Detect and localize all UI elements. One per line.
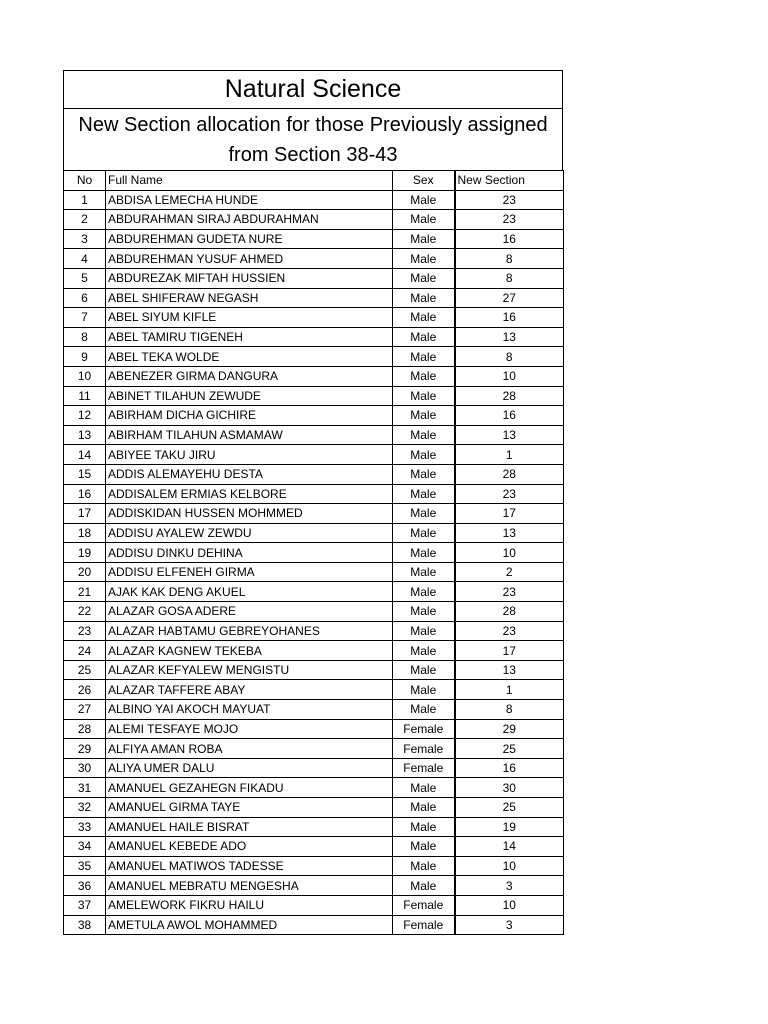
row-full-name: ALAZAR KEFYALEW MENGISTU	[106, 660, 393, 680]
row-number: 28	[64, 719, 106, 739]
row-full-name: AMANUEL KEBEDE ADO	[106, 837, 393, 857]
row-sex: Male	[393, 543, 455, 563]
row-sex: Male	[393, 484, 455, 504]
row-new-section: 17	[455, 504, 564, 524]
table-row	[64, 895, 564, 915]
row-number: 37	[64, 895, 106, 915]
table-row	[64, 719, 564, 739]
row-number: 19	[64, 543, 106, 563]
row-new-section: 10	[455, 543, 564, 563]
row-sex: Male	[393, 876, 455, 896]
row-full-name: ABEL SHIFERAW NEGASH	[106, 288, 393, 308]
row-full-name: ABDURAHMAN SIRAJ ABDURAHMAN	[106, 210, 393, 230]
table-row	[64, 700, 564, 720]
row-number: 33	[64, 817, 106, 837]
row-full-name: ADDISALEM ERMIAS KELBORE	[106, 484, 393, 504]
table-row	[64, 445, 564, 465]
row-sex: Male	[393, 288, 455, 308]
row-new-section: 10	[455, 895, 564, 915]
allocation-table-body	[64, 171, 564, 935]
row-sex: Male	[393, 464, 455, 484]
row-full-name: ADDIS ALEMAYEHU DESTA	[106, 464, 393, 484]
row-full-name: ABIYEE TAKU JIRU	[106, 445, 393, 465]
row-sex: Male	[393, 856, 455, 876]
row-number: 14	[64, 445, 106, 465]
table-row	[64, 484, 564, 504]
row-number: 38	[64, 915, 106, 935]
row-number: 27	[64, 700, 106, 720]
row-sex: Male	[393, 523, 455, 543]
row-number: 29	[64, 739, 106, 759]
row-new-section: 16	[455, 229, 564, 249]
table-row	[64, 425, 564, 445]
row-sex: Male	[393, 817, 455, 837]
row-sex: Male	[393, 445, 455, 465]
row-sex: Male	[393, 347, 455, 367]
row-number: 3	[64, 229, 106, 249]
row-full-name: ALAZAR KAGNEW TEKEBA	[106, 641, 393, 661]
row-sex: Female	[393, 915, 455, 935]
table-row	[64, 680, 564, 700]
row-full-name: AMANUEL MEBRATU MENGESHA	[106, 876, 393, 896]
row-number: 31	[64, 778, 106, 798]
table-row	[64, 210, 564, 230]
row-full-name: ABIRHAM TILAHUN ASMAMAW	[106, 425, 393, 445]
table-row	[64, 641, 564, 661]
row-new-section: 3	[455, 915, 564, 935]
header-no: No	[64, 171, 106, 191]
row-sex: Male	[393, 602, 455, 622]
row-new-section: 1	[455, 680, 564, 700]
row-full-name: AMETULA AWOL MOHAMMED	[106, 915, 393, 935]
row-number: 25	[64, 660, 106, 680]
row-number: 7	[64, 308, 106, 328]
row-sex: Male	[393, 582, 455, 602]
row-number: 36	[64, 876, 106, 896]
row-new-section: 25	[455, 739, 564, 759]
row-new-section: 28	[455, 386, 564, 406]
row-sex: Male	[393, 778, 455, 798]
row-full-name: ABEL SIYUM KIFLE	[106, 308, 393, 328]
table-row	[64, 190, 564, 210]
allocation-sheet	[63, 70, 563, 935]
row-full-name: AMANUEL GIRMA TAYE	[106, 798, 393, 818]
row-sex: Male	[393, 268, 455, 288]
table-row	[64, 778, 564, 798]
row-full-name: AMELEWORK FIKRU HAILU	[106, 895, 393, 915]
row-new-section: 28	[455, 602, 564, 622]
row-new-section: 3	[455, 876, 564, 896]
row-full-name: ABENEZER GIRMA DANGURA	[106, 366, 393, 386]
row-full-name: AMANUEL HAILE BISRAT	[106, 817, 393, 837]
row-number: 17	[64, 504, 106, 524]
row-new-section: 14	[455, 837, 564, 857]
table-row	[64, 660, 564, 680]
row-new-section: 17	[455, 641, 564, 661]
row-new-section: 30	[455, 778, 564, 798]
row-new-section: 16	[455, 308, 564, 328]
table-row	[64, 876, 564, 896]
row-number: 22	[64, 602, 106, 622]
table-row	[64, 817, 564, 837]
row-sex: Female	[393, 758, 455, 778]
table-row	[64, 406, 564, 426]
row-full-name: ABEL TEKA WOLDE	[106, 347, 393, 367]
table-row	[64, 366, 564, 386]
table-row	[64, 504, 564, 524]
row-new-section: 27	[455, 288, 564, 308]
table-row	[64, 464, 564, 484]
row-new-section: 1	[455, 445, 564, 465]
row-full-name: ABINET TILAHUN ZEWUDE	[106, 386, 393, 406]
row-sex: Female	[393, 895, 455, 915]
table-row	[64, 308, 564, 328]
row-full-name: ABIRHAM DICHA GICHIRE	[106, 406, 393, 426]
table-row	[64, 915, 564, 935]
header-sex: Sex	[393, 171, 455, 191]
document-subtitle	[63, 108, 563, 170]
row-full-name: ABEL TAMIRU TIGENEH	[106, 327, 393, 347]
row-sex: Male	[393, 562, 455, 582]
table-row	[64, 288, 564, 308]
row-new-section: 23	[455, 484, 564, 504]
row-sex: Male	[393, 190, 455, 210]
table-row	[64, 268, 564, 288]
table-row	[64, 327, 564, 347]
row-full-name: ALFIYA AMAN ROBA	[106, 739, 393, 759]
row-new-section: 13	[455, 327, 564, 347]
row-sex: Male	[393, 641, 455, 661]
row-sex: Male	[393, 210, 455, 230]
row-full-name: ADDISU ELFENEH GIRMA	[106, 562, 393, 582]
row-new-section: 23	[455, 190, 564, 210]
row-sex: Male	[393, 504, 455, 524]
row-number: 4	[64, 249, 106, 269]
table-row	[64, 621, 564, 641]
row-full-name: AJAK KAK DENG AKUEL	[106, 582, 393, 602]
row-number: 34	[64, 837, 106, 857]
row-number: 30	[64, 758, 106, 778]
row-sex: Male	[393, 700, 455, 720]
row-full-name: ABDUREZAK MIFTAH HUSSIEN	[106, 268, 393, 288]
row-sex: Female	[393, 719, 455, 739]
subtitle-line-1: New Section allocation for those Previously assigned	[78, 113, 548, 136]
row-new-section: 19	[455, 817, 564, 837]
row-new-section: 23	[455, 210, 564, 230]
row-number: 16	[64, 484, 106, 504]
row-sex: Male	[393, 798, 455, 818]
row-sex: Male	[393, 660, 455, 680]
row-number: 21	[64, 582, 106, 602]
table-row	[64, 347, 564, 367]
row-new-section: 28	[455, 464, 564, 484]
table-row	[64, 543, 564, 563]
row-sex: Male	[393, 249, 455, 269]
subtitle-line-2: from Section 38-43	[228, 143, 398, 166]
row-number: 9	[64, 347, 106, 367]
row-full-name: ALEMI TESFAYE MOJO	[106, 719, 393, 739]
row-full-name: ABDUREHMAN GUDETA NURE	[106, 229, 393, 249]
row-number: 13	[64, 425, 106, 445]
row-sex: Male	[393, 366, 455, 386]
row-number: 10	[64, 366, 106, 386]
header-new-section: New Section	[455, 171, 564, 191]
table-header-row	[64, 171, 564, 191]
row-new-section: 10	[455, 856, 564, 876]
row-new-section: 23	[455, 621, 564, 641]
row-new-section: 23	[455, 582, 564, 602]
row-number: 12	[64, 406, 106, 426]
row-new-section: 8	[455, 249, 564, 269]
row-new-section: 8	[455, 268, 564, 288]
row-new-section: 16	[455, 406, 564, 426]
row-sex: Female	[393, 739, 455, 759]
row-sex: Male	[393, 406, 455, 426]
row-sex: Male	[393, 229, 455, 249]
row-sex: Male	[393, 386, 455, 406]
row-full-name: ADDISKIDAN HUSSEN MOHMMED	[106, 504, 393, 524]
row-new-section: 8	[455, 347, 564, 367]
table-row	[64, 739, 564, 759]
row-number: 2	[64, 210, 106, 230]
row-number: 24	[64, 641, 106, 661]
row-sex: Male	[393, 425, 455, 445]
table-row	[64, 837, 564, 857]
row-full-name: ALBINO YAI AKOCH MAYUAT	[106, 700, 393, 720]
table-row	[64, 798, 564, 818]
row-number: 20	[64, 562, 106, 582]
row-sex: Male	[393, 327, 455, 347]
row-new-section: 16	[455, 758, 564, 778]
table-row	[64, 249, 564, 269]
row-new-section: 13	[455, 660, 564, 680]
row-full-name: ALAZAR HABTAMU GEBREYOHANES	[106, 621, 393, 641]
row-full-name: ALAZAR GOSA ADERE	[106, 602, 393, 622]
row-number: 11	[64, 386, 106, 406]
row-new-section: 29	[455, 719, 564, 739]
row-number: 26	[64, 680, 106, 700]
row-full-name: ABDISA LEMECHA HUNDE	[106, 190, 393, 210]
table-row	[64, 758, 564, 778]
document-title: Natural Science	[63, 70, 563, 108]
row-new-section: 13	[455, 523, 564, 543]
row-sex: Male	[393, 308, 455, 328]
row-full-name: AMANUEL GEZAHEGN FIKADU	[106, 778, 393, 798]
row-number: 18	[64, 523, 106, 543]
table-row	[64, 562, 564, 582]
row-number: 5	[64, 268, 106, 288]
table-row	[64, 602, 564, 622]
row-full-name: ALIYA UMER DALU	[106, 758, 393, 778]
row-new-section: 13	[455, 425, 564, 445]
row-number: 6	[64, 288, 106, 308]
row-full-name: ALAZAR TAFFERE ABAY	[106, 680, 393, 700]
allocation-table	[63, 170, 564, 935]
row-number: 8	[64, 327, 106, 347]
header-full-name: Full Name	[106, 171, 393, 191]
row-new-section: 10	[455, 366, 564, 386]
row-sex: Male	[393, 837, 455, 857]
table-row	[64, 386, 564, 406]
row-sex: Male	[393, 621, 455, 641]
row-full-name: ADDISU AYALEW ZEWDU	[106, 523, 393, 543]
row-new-section: 2	[455, 562, 564, 582]
table-row	[64, 523, 564, 543]
row-full-name: AMANUEL MATIWOS TADESSE	[106, 856, 393, 876]
row-number: 23	[64, 621, 106, 641]
table-row	[64, 229, 564, 249]
row-full-name: ADDISU DINKU DEHINA	[106, 543, 393, 563]
row-number: 15	[64, 464, 106, 484]
row-number: 32	[64, 798, 106, 818]
row-new-section: 8	[455, 700, 564, 720]
table-row	[64, 856, 564, 876]
row-number: 1	[64, 190, 106, 210]
table-row	[64, 582, 564, 602]
row-new-section: 25	[455, 798, 564, 818]
row-full-name: ABDUREHMAN YUSUF AHMED	[106, 249, 393, 269]
row-sex: Male	[393, 680, 455, 700]
row-number: 35	[64, 856, 106, 876]
